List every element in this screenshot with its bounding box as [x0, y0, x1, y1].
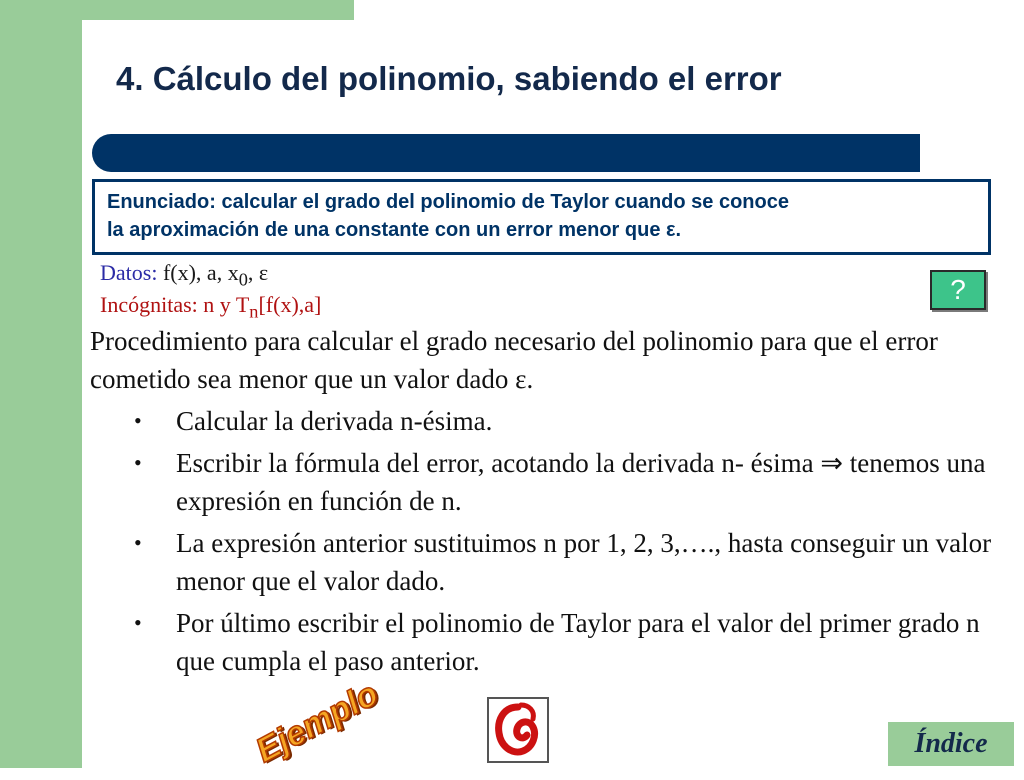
- slide-title: 4. Cálculo del polinomio, sabiendo el error: [116, 60, 782, 97]
- steps-list: [90, 402, 1010, 684]
- bullet-icon: •: [134, 450, 142, 475]
- list-item: [90, 402, 1010, 440]
- datos-label: Datos:: [100, 260, 158, 285]
- index-button[interactable]: Índice: [888, 722, 1014, 766]
- statement-line-1: Enunciado: calcular el grado del polinomio de Taylor cuando se conoce: [107, 191, 789, 213]
- datos-values-end: , ε: [247, 260, 269, 285]
- datos-subscript: 0: [238, 269, 248, 290]
- left-decoration-bar: [0, 0, 82, 768]
- datos-line: [100, 260, 268, 290]
- list-item: [90, 524, 1010, 600]
- bullet-icon: •: [134, 408, 142, 433]
- list-item: [90, 604, 1010, 680]
- help-button[interactable]: ?: [930, 270, 986, 310]
- list-item: [90, 444, 1010, 520]
- step-text: La expresión anterior sustituimos n por 1, 2, 3,…., hasta conseguir un valor menor que el valor dado.: [176, 528, 992, 596]
- derive-logo-icon[interactable]: [487, 697, 549, 763]
- incognitas-line: [100, 292, 321, 322]
- bullet-icon: •: [134, 530, 142, 555]
- procedure-text: Procedimiento para calcular el grado necesario del polinomio para que el error cometido sea menor que un valor dado ε.: [90, 326, 938, 394]
- incognitas-subscript: n: [249, 301, 259, 322]
- top-decoration-bar: [0, 0, 354, 20]
- statement-box: [92, 179, 991, 255]
- step-text: Por último escribir el polinomio de Taylor para el valor del primer grado n que cumpla el paso anterior.: [176, 608, 980, 676]
- step-text: Escribir la fórmula del error, acotando la derivada n- ésima ⇒ tenemos una expresión en función de n.: [176, 448, 986, 516]
- datos-values: f(x), a, x: [157, 260, 239, 285]
- derive-logo-graphic: [489, 699, 547, 761]
- step-text: Calcular la derivada n-ésima.: [176, 406, 493, 436]
- bullet-icon: •: [134, 610, 142, 635]
- ejemplo-label: Ejemplo: [249, 674, 385, 771]
- ejemplo-button[interactable]: [249, 672, 388, 771]
- statement-line-2: la aproximación de una constante con un error menor que ε.: [107, 219, 682, 241]
- incognitas-text-end: [f(x),a]: [258, 292, 322, 317]
- title-underline-bar: [92, 134, 920, 172]
- incognitas-text: Incógnitas: n y T: [100, 292, 250, 317]
